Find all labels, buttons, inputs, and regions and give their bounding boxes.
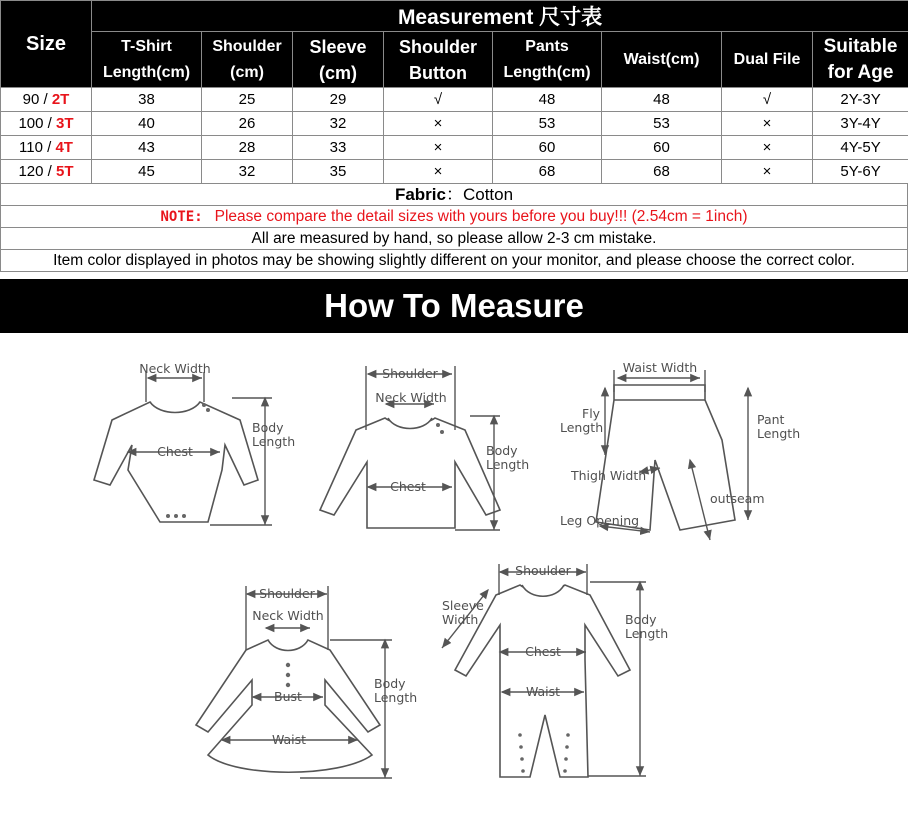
size-cell: 90 / 2T [1,88,92,112]
tshirt-neck-width-label: Neck Width [375,390,447,405]
pants-leg-opening-label: Leg Opening [560,513,640,528]
tshirt-shoulder-label: Shoulder [382,366,438,381]
romper-length-label: Length [625,626,669,641]
table-cell: × [722,112,813,136]
col-header-tshirt-length: T-Shirt Length(cm) [92,32,202,88]
romper-shoulder-label: Shoulder [515,563,571,578]
table-cell: × [384,112,493,136]
bodysuit-body-label: Body [252,420,284,435]
fabric-label: Fabric [394,185,446,204]
table-cell: 48 [602,88,722,112]
dress-length-label: Length [374,690,418,705]
pants-fly-label: Fly [582,406,601,421]
table-cell: √ [384,88,493,112]
table-cell: 68 [493,160,602,184]
table-row [1,160,908,184]
size-chart-section [0,0,908,272]
col-header-dual-file: Dual File [722,32,813,88]
table-cell: 53 [602,112,722,136]
measure-notice: All are measured by hand, so please allow 2-3 cm mistake. [0,228,908,250]
table-cell: 4Y-5Y [813,136,908,160]
bodysuit-length-label: Length [252,434,296,449]
table-cell: 25 [202,88,293,112]
dress-bust-label: Bust [274,689,302,704]
tshirt-length-label: Length [486,457,530,472]
size-header: Size [1,1,92,88]
table-cell: 5Y-6Y [813,160,908,184]
col-header-suitable-age: Suitable for Age [813,32,908,88]
table-cell: × [722,136,813,160]
romper-illustration [442,564,646,777]
table-cell: 3Y-4Y [813,112,908,136]
fabric-value: Cotton [462,185,514,204]
table-cell: 68 [602,160,722,184]
pants-pant-length-label: Length [757,426,801,441]
col-header-shoulder: Shoulder (cm) [202,32,293,88]
tshirt-chest-label: Chest [390,479,426,494]
dress-body-label: Body [374,676,406,691]
table-cell: 40 [92,112,202,136]
dress-shoulder-label: Shoulder [259,586,315,601]
size-table [0,0,908,184]
table-cell: 38 [92,88,202,112]
fabric-line [0,184,908,206]
table-cell: × [722,160,813,184]
table-cell: 45 [92,160,202,184]
note-text: Please compare the detail sizes with yours before you buy!!! (2.54cm = 1inch) [214,208,748,225]
bodysuit-neck-width-label: Neck Width [139,361,211,376]
color-notice: Item color displayed in photos may be showing slightly different on your monitor, and please choose the correct color. [0,250,908,272]
col-header-waist: Waist(cm) [602,32,722,88]
romper-waist-label: Waist [525,684,561,699]
how-to-measure-diagram [0,333,908,814]
table-cell: 2Y-3Y [813,88,908,112]
size-cell: 100 / 3T [1,112,92,136]
romper-width-label: Width [442,612,479,627]
table-cell: 53 [493,112,602,136]
table-cell: 60 [493,136,602,160]
pants-pant-label: Pant [757,412,785,427]
romper-sleeve-label: Sleeve [442,598,484,613]
dress-neck-width-label: Neck Width [252,608,324,623]
table-cell: 33 [293,136,384,160]
table-cell: × [384,136,493,160]
pants-thigh-width-label: Thigh Width [571,468,647,483]
table-title: Measurement 尺寸表 [92,1,908,32]
table-cell: 28 [202,136,293,160]
size-cell: 110 / 4T [1,136,92,160]
col-header-shoulder-button: Shoulder Button [384,32,493,88]
table-row [1,88,908,112]
table-cell: 29 [293,88,384,112]
table-row [1,136,908,160]
table-cell: 26 [202,112,293,136]
note-line [0,206,908,228]
how-to-measure-heading: How To Measure [0,279,908,333]
table-cell: 43 [92,136,202,160]
size-cell: 120 / 5T [1,160,92,184]
table-cell: 60 [602,136,722,160]
col-header-sleeve: Sleeve (cm) [293,32,384,88]
table-row [1,112,908,136]
col-header-pants-length: Pants Length(cm) [493,32,602,88]
table-cell: 48 [493,88,602,112]
pants-outseam-label: outseam [710,491,765,506]
table-cell: 32 [293,112,384,136]
tshirt-body-label: Body [486,443,518,458]
fabric-separator: ： [445,185,463,204]
table-cell: √ [722,88,813,112]
romper-chest-label: Chest [525,644,561,659]
note-label: NOTE: [160,209,203,225]
table-cell: 32 [202,160,293,184]
table-cell: × [384,160,493,184]
table-cell: 35 [293,160,384,184]
bodysuit-chest-label: Chest [157,444,193,459]
column-headers [1,32,908,88]
romper-body-label: Body [625,612,657,627]
pants-fly-length-label: Length [560,420,604,435]
pants-waist-width-label: Waist Width [622,360,698,375]
dress-waist-label: Waist [271,732,307,747]
